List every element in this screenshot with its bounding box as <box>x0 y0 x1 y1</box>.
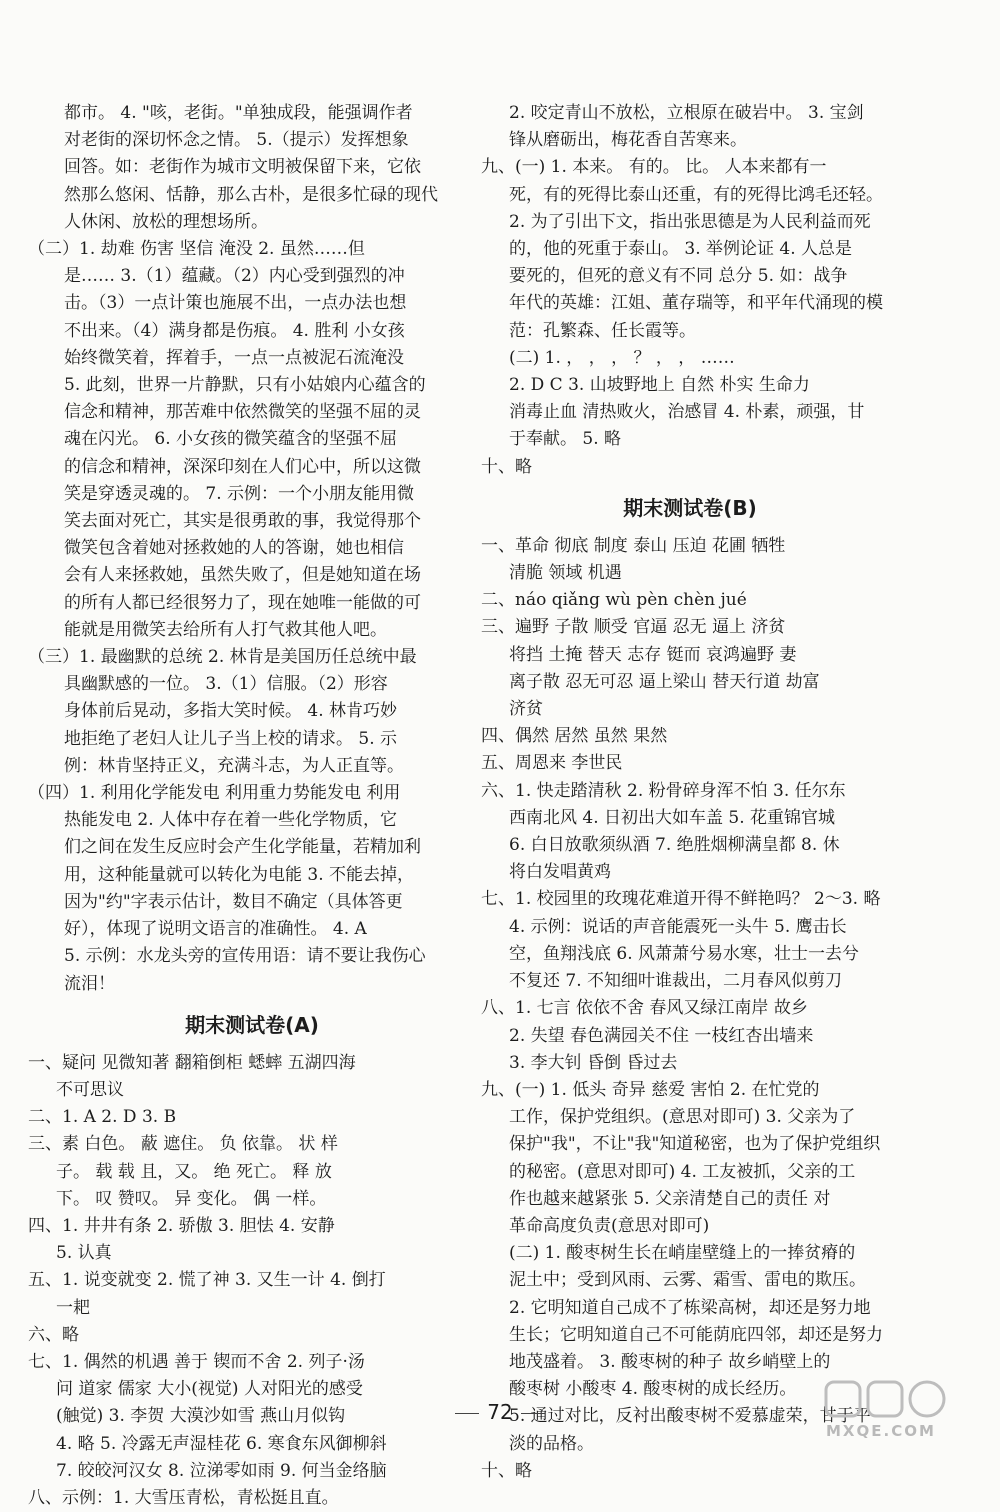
answer-line: 一、革命 彻底 制度 泰山 压迫 花圃 牺牲 <box>481 535 786 556</box>
answer-line: 击。（3）一点计策也施展不出，一点办法也想 <box>64 293 407 314</box>
answer-line: 子。 载 载 且，又。 绝 死亡。 释 放 <box>56 1161 332 1182</box>
answer-line: 回答。如：老街作为城市文明被保留下来，它依 <box>64 157 421 178</box>
answer-line: 死，有的死得比泰山还重，有的死得比鸿毛还轻。 <box>509 184 883 205</box>
answer-line: 微笑包含着她对拯救她的人的答谢，她也相信 <box>64 538 404 559</box>
answer-line: 锋从磨砺出，梅花香自苦寒来。 <box>509 130 747 151</box>
page-number-left-rule <box>455 1413 479 1414</box>
answer-line: 酸枣树 小酸枣 4. 酸枣树的成长经历。 <box>509 1379 797 1400</box>
answer-line: 作也越来越紧张 5. 父亲清楚自己的责任 对 <box>509 1188 831 1209</box>
answer-line: （二）1. 劫难 伤害 坚信 淹没 2. 虽然……但 <box>28 239 365 260</box>
answer-line: 要死的，但死的意义有不同 总分 5. 如：战争 <box>509 266 848 287</box>
answer-line: 2. 为了引出下文，指出张思德是为人民利益而死 <box>509 211 871 232</box>
answer-line: 地拒绝了老妇人让儿子当上校的请求。 5. 示 <box>64 728 398 749</box>
answer-line: 一耙 <box>56 1297 90 1318</box>
answer-line: 身体前后晃动，多指大笑时候。 4. 林肯巧妙 <box>64 701 398 722</box>
answer-line: 7. 皎皎河汉女 8. 泣涕零如雨 9. 何当金络脑 <box>56 1460 387 1481</box>
answer-line: 的秘密。(意思对即可) 4. 工友被抓，父亲的工 <box>509 1161 856 1182</box>
watermark-logo-graphic <box>822 1376 994 1440</box>
answer-line: 的所有人都已经很努力了，现在她唯一能做的可 <box>64 592 421 613</box>
answer-line: 年代的英雄：江姐、董存瑞等，和平年代涌现的模 <box>509 293 883 314</box>
answer-line: 地茂盛着。 3. 酸枣树的种子 故乡峭壁上的 <box>509 1351 831 1372</box>
answer-line: 能就是用微笑去给所有人打气救其他人吧。 <box>64 619 387 640</box>
answer-line: 2. 失望 春色满园关不住 一枝红杏出墙来 <box>509 1025 814 1046</box>
answer-line: 都市。 4. "咳，老街。"单独成段，能强调作者 <box>64 103 413 123</box>
answer-line: 于奉献。 5. 略 <box>509 429 622 450</box>
answer-line: 热能发电 2. 人体中存在着一些化学物质，它 <box>64 810 398 831</box>
answer-line: 的，他的死重于泰山。 3. 举例论证 4. 人总是 <box>509 239 853 260</box>
answer-line: 四、1. 井井有条 2. 骄傲 3. 胆怯 4. 安静 <box>28 1215 335 1236</box>
answer-line: 七、1. 偶然的机遇 善于 锲而不舍 2. 列子·汤 <box>28 1351 365 1372</box>
answer-line: 五、1. 说变就变 2. 慌了神 3. 又生一计 4. 倒打 <box>28 1270 386 1291</box>
watermark-box-1 <box>826 1382 860 1416</box>
answer-line: 工作，保护党组织。(意思对即可) 3. 父亲为了 <box>509 1107 856 1128</box>
answer-line: 2. 它明知道自己成不了栋梁高树，却还是努力地 <box>509 1297 871 1318</box>
answer-line: 清脆 领域 机遇 <box>509 563 622 584</box>
answer-line: 5. 示例：水龙头旁的宣传用语：请不要让我伤心 <box>64 946 426 967</box>
answer-line: 6. 白日放歌须纵酒 7. 绝胜烟柳满皇都 8. 休 <box>509 835 840 856</box>
answer-line: 5. 认真 <box>56 1243 112 1264</box>
answer-line: 三、素 白色。 蔽 遮住。 负 依靠。 状 样 <box>28 1134 338 1155</box>
answer-line: 流泪！ <box>64 973 115 994</box>
answer-line: 2. 咬定青山不放松，立根原在破岩中。 3. 宝剑 <box>509 103 864 123</box>
answer-line: 九、(一) 1. 低头 奇异 慈爱 害怕 2. 在忙党的 <box>481 1079 820 1100</box>
watermark-ring <box>910 1382 944 1416</box>
answer-line: （三）1. 最幽默的总统 2. 林肯是美国历任总统中最 <box>28 647 417 668</box>
answer-line: 下。 叹 赞叹。 异 变化。 偶 一样。 <box>56 1188 327 1209</box>
answer-line: 4. 略 5. 冷露无声湿桂花 6. 寒食东风御柳斜 <box>56 1433 387 1454</box>
page-number <box>445 1400 555 1424</box>
watermark-box-2 <box>868 1382 902 1416</box>
answer-line: 十、略 <box>481 1460 532 1481</box>
page-number-right-rule <box>521 1413 545 1414</box>
answer-line: 不出来。（4）满身都是伤痕。 4. 胜利 小女孩 <box>64 320 405 341</box>
answer-line: 因为"约"字表示估计，数目不确定（具体答更 <box>64 891 403 912</box>
answer-line: (二) 1. ， ， ， ？ ， ， …… <box>509 347 735 368</box>
answer-line: 二、1. A 2. D 3. B <box>28 1107 177 1128</box>
answer-line: 西南北风 4. 日初出大如车盖 5. 花重锦官城 <box>509 807 836 828</box>
section-title: 期末测试卷(B) <box>623 495 757 520</box>
answer-line: 笑去面对死亡，其实是很勇敢的事，我觉得那个 <box>64 511 421 532</box>
answer-line: 范：孔繁森、任长霞等。 <box>509 320 696 341</box>
answer-line: 将白发唱黄鸡 <box>509 862 611 883</box>
answer-line: 5. 此刻，世界一片静默，只有小姑娘内心蕴含的 <box>64 375 426 396</box>
answer-line: 不复还 7. 不知细叶谁裁出，二月春风似剪刀 <box>509 971 843 992</box>
answer-line: 们之间在发生反应时会产生化学能量，若精加利 <box>64 837 421 858</box>
right-column <box>481 100 899 1485</box>
answer-line: 离子散 忍无可忍 逼上梁山 替天行道 劫富 <box>509 671 820 692</box>
answer-line: 会有人来拯救她，虽然失败了，但是她知道在场 <box>64 565 421 586</box>
answer-line: 八、示例：1. 大雪压青松，青松挺且直。 <box>28 1487 339 1508</box>
answer-line: 泥土中；受到风雨、云雾、霜雪、雷电的欺压。 <box>509 1270 866 1291</box>
answer-line: 人休闲、放松的理想场所。 <box>64 211 268 232</box>
answer-line: 5. 通过对比，反衬出酸枣树不爱慕虚荣，甘于平 <box>509 1406 871 1427</box>
answer-line: 淡的品格。 <box>509 1433 594 1454</box>
answer-line: 具幽默感的一位。 3.（1）信服。（2）形容 <box>64 674 388 695</box>
answer-line: (触觉) 3. 李贺 大漠沙如雪 燕山月似钩 <box>56 1406 346 1427</box>
answer-line: 四、偶然 居然 虽然 果然 <box>481 726 668 747</box>
answer-line: 将挡 土掩 替天 志存 铤而 哀鸿遍野 妻 <box>509 644 797 665</box>
answer-line: 消毒止血 清热败火，治感冒 4. 朴素，顽强，甘 <box>509 402 865 423</box>
answer-line: 问 道家 儒家 大小(视觉) 人对阳光的感受 <box>56 1379 363 1400</box>
page-number-text: 72 <box>487 1400 513 1424</box>
answer-line: 不可思议 <box>56 1079 124 1100</box>
answer-line: 七、1. 校园里的玫瑰花难道开得不鲜艳吗？ 2～3. 略 <box>481 889 881 910</box>
answer-line: 十、略 <box>481 456 532 477</box>
answer-line: （四）1. 利用化学能发电 利用重力势能发电 利用 <box>28 783 401 804</box>
section-title: 期末测试卷(A) <box>185 1012 319 1037</box>
answer-line: 对老街的深切怀念之情。 5.（提示）发挥想象 <box>64 130 409 151</box>
answer-line: 始终微笑着，挥着手，一点一点被泥石流淹没 <box>64 347 404 368</box>
watermark-url: MXQE.COM <box>826 1422 936 1440</box>
answer-line: 笑是穿透灵魂的。 7. 示例：一个小朋友能用微 <box>64 483 415 504</box>
answer-line: (二) 1. 酸枣树生长在峭崖壁缝上的一捧贫瘠的 <box>509 1243 856 1264</box>
answer-line: 三、遍野 子散 顺受 官逼 忍无 逼上 济贫 <box>481 617 786 638</box>
answer-line: 二、náo qiǎng wù pèn chèn jué <box>481 590 747 611</box>
answer-line: 魂在闪光。 6. 小女孩的微笑蕴含的坚强不屈 <box>64 429 398 450</box>
answer-line: 用，这种能量就可以转化为电能 3. 不能去掉， <box>64 864 415 885</box>
answer-line: 八、1. 七言 依依不舍 春风又绿江南岸 故乡 <box>481 998 808 1019</box>
answer-line: 济贫 <box>509 699 543 720</box>
watermark-logo <box>822 1376 994 1440</box>
answer-line: 的信念和精神，深深印刻在人们心中，所以这微 <box>64 456 421 477</box>
answer-line: 3. 李大钊 昏倒 昏过去 <box>509 1052 678 1073</box>
answer-line: 空，鱼翔浅底 6. 风萧萧兮易水寒，壮士一去兮 <box>509 943 860 964</box>
answer-line: 六、略 <box>28 1324 79 1345</box>
answer-line: 九、(一) 1. 本来。 有的。 比。 人本来都有一 <box>481 157 827 178</box>
answer-line: 革命高度负责(意思对即可) <box>509 1215 710 1236</box>
answer-line: 好），体现了说明文语言的准确性。 4. A <box>64 919 367 940</box>
answer-line: 六、1. 快走踏清秋 2. 粉骨碎身浑不怕 3. 任尔东 <box>481 780 846 801</box>
answer-line: 例：林肯坚持正义，充满斗志，为人正直等。 <box>64 755 404 776</box>
answer-line: 保护"我"，不让"我"知道秘密，也为了保护党组织 <box>509 1134 881 1155</box>
left-column <box>28 100 476 1512</box>
answer-line: 是…… 3.（1）蕴藏。（2）内心受到强烈的冲 <box>64 266 405 287</box>
answer-line: 2. D C 3. 山坡野地上 自然 朴实 生命力 <box>509 375 810 396</box>
answer-line: 信念和精神，那苦难中依然微笑的坚强不屈的灵 <box>64 402 421 423</box>
answer-line: 4. 示例：说话的声音能震死一头牛 5. 鹰击长 <box>509 916 847 937</box>
answer-line: 一、疑问 见微知著 翻箱倒柜 蟋蟀 五湖四海 <box>28 1052 356 1073</box>
answer-line: 然那么悠闲、恬静，那么古朴，是很多忙碌的现代 <box>64 184 438 205</box>
answer-line: 五、周恩来 李世民 <box>481 753 623 774</box>
answer-line: 生长；它明知道自己不可能荫庇四邻，却还是努力 <box>509 1324 883 1345</box>
